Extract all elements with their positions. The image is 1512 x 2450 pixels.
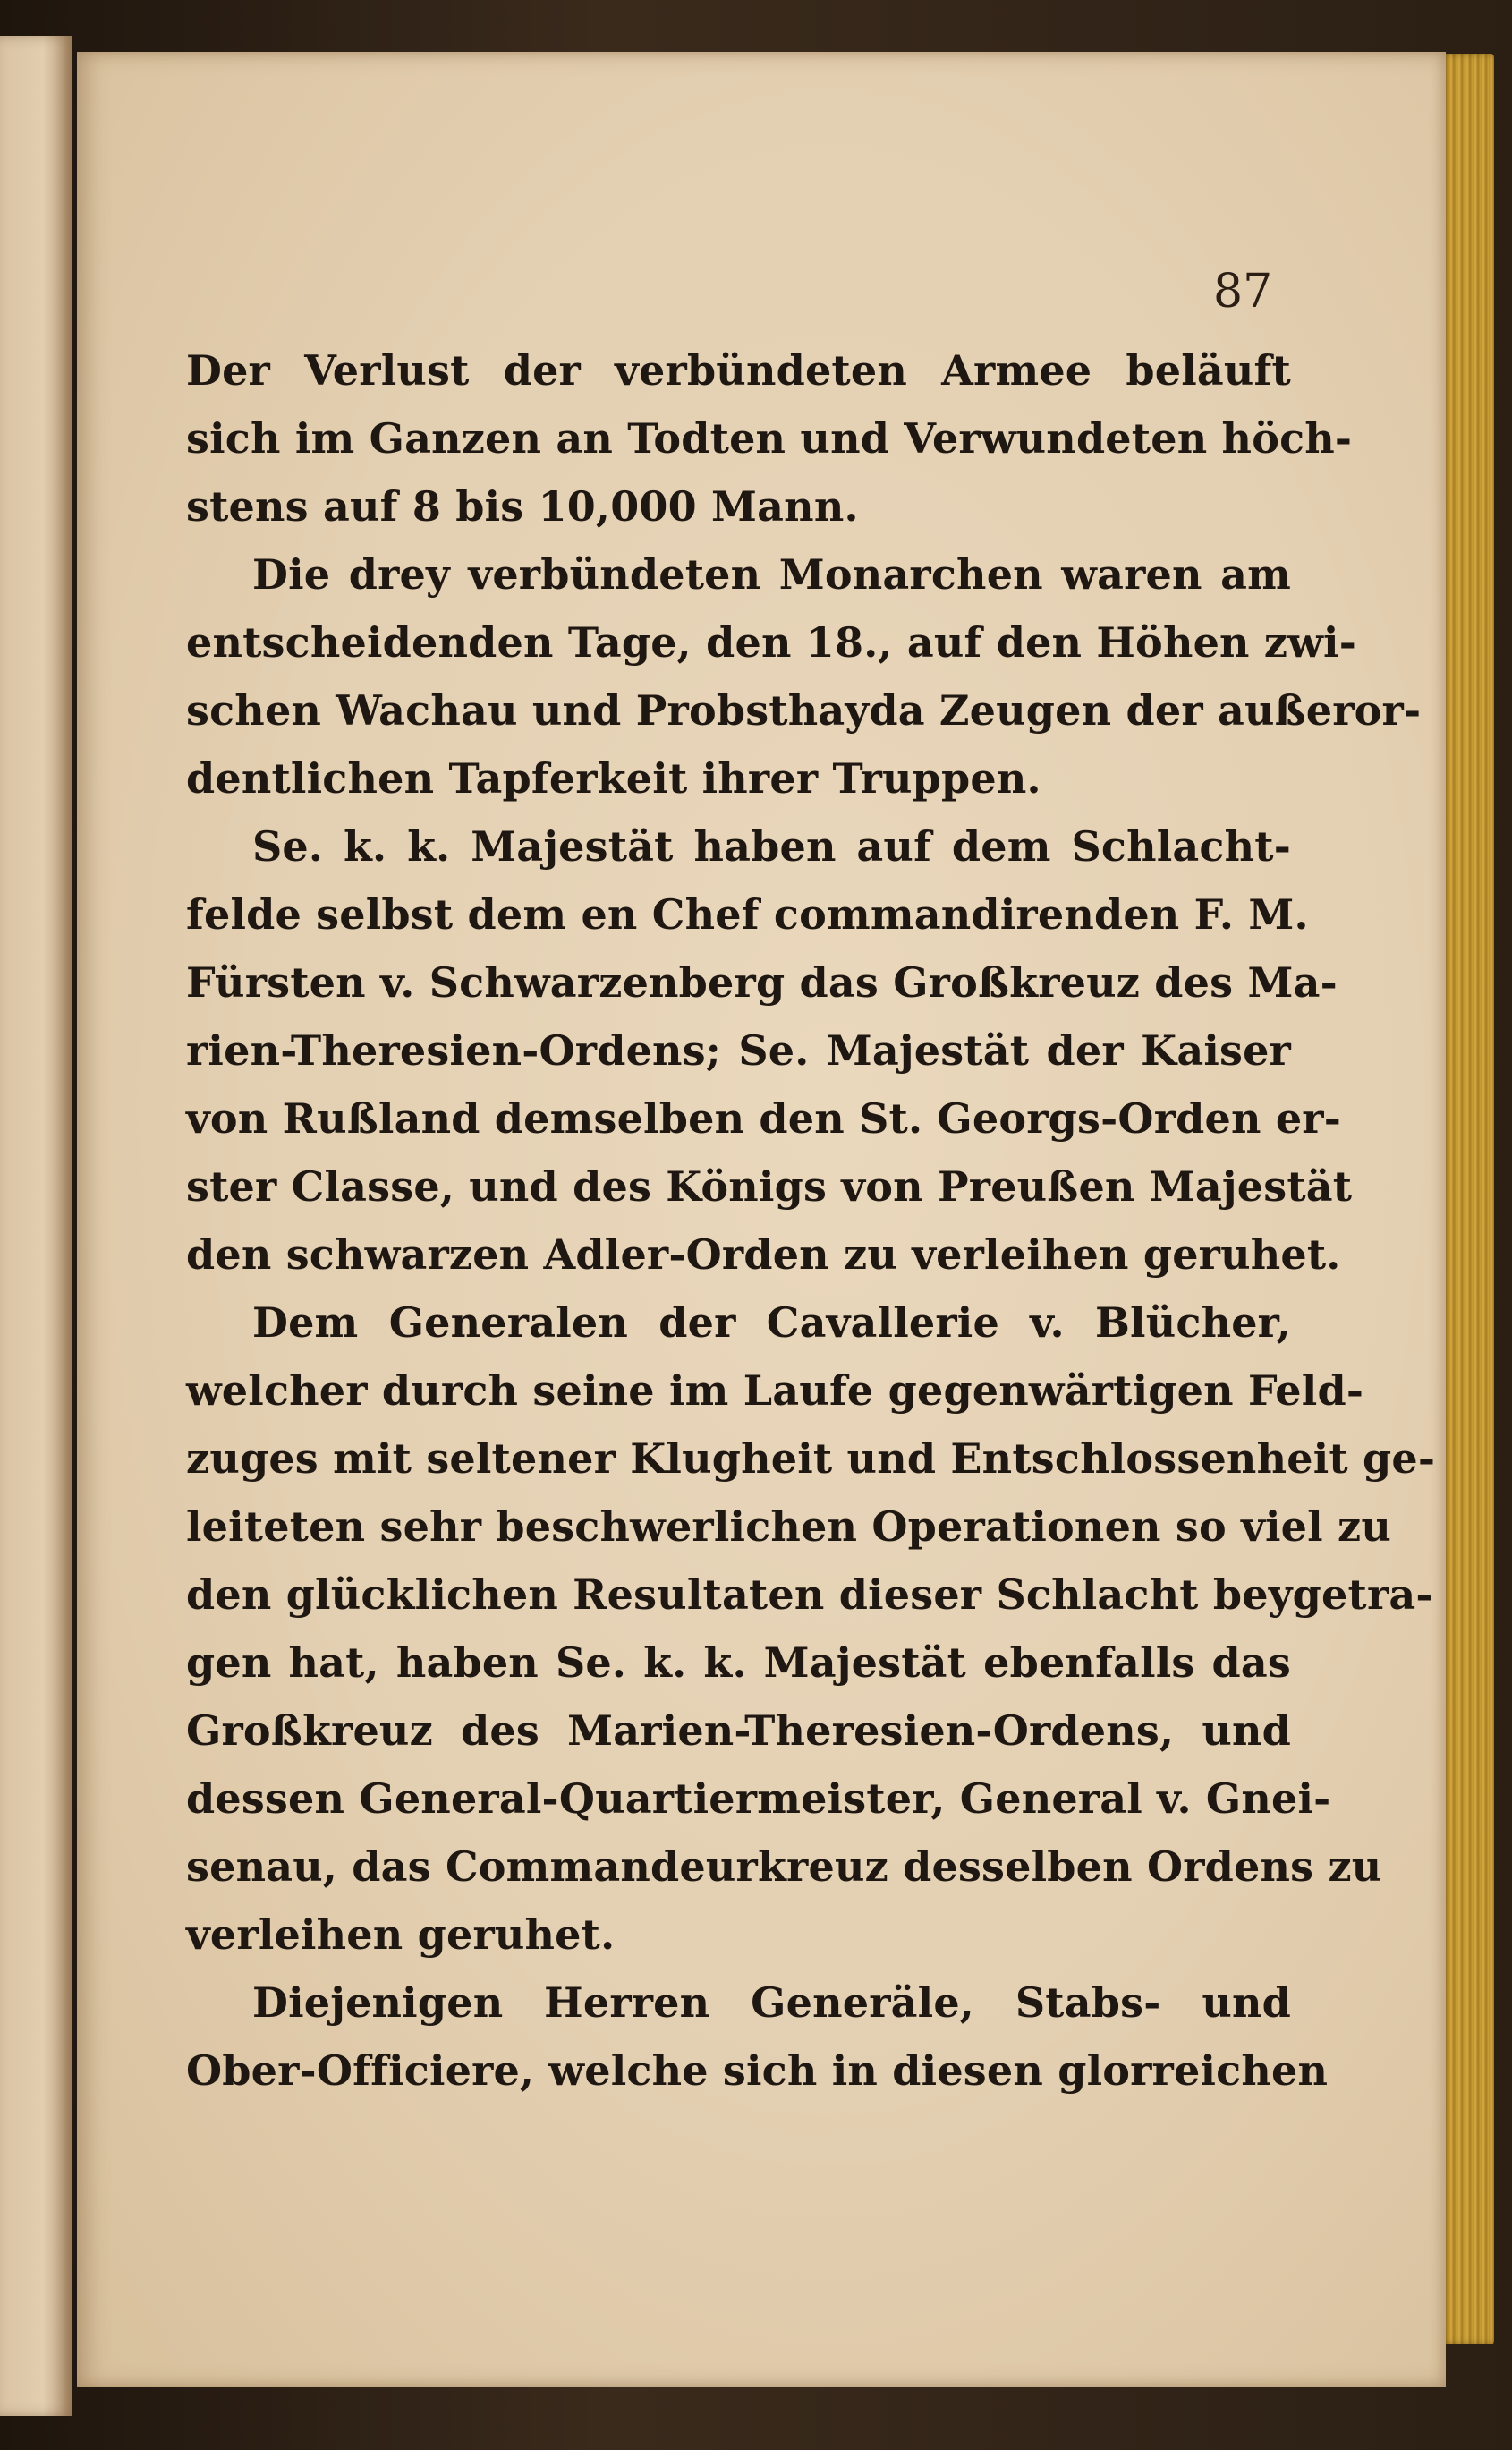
text-line: verleihen geruhet. [186, 1910, 616, 1959]
text-line: Fürsten v. Schwarzenberg das Großkreuz des Ma- [186, 958, 1338, 1007]
text-line: felde selbst dem en Chef commandirenden F. M. [186, 890, 1309, 939]
text-line: rien-Theresien-Ordens; Se. Majestät der Kaiser [186, 1026, 1291, 1075]
text-line: zuges mit seltener Klugheit und Entschlossenheit ge- [186, 1434, 1436, 1483]
text-line: dentlichen Tapferkeit ihrer Truppen. [186, 754, 1041, 803]
text-line: Diejenigen Herren Generäle, Stabs- und [252, 1978, 1291, 2027]
text-line: den schwarzen Adler-Orden zu verleihen geruhet. [186, 1230, 1341, 1279]
text-line: Ober-Officiere, welche sich in diesen glorreichen [186, 2046, 1329, 2095]
text-line: dessen General-Quartiermeister, General v. Gnei- [186, 1774, 1331, 1823]
text-line: gen hat, haben Se. k. k. Majestät ebenfalls das [186, 1638, 1291, 1687]
text-line: sich im Ganzen an Todten und Verwundeten höch- [186, 414, 1353, 463]
text-line: senau, das Commandeurkreuz desselben Ordens zu [186, 1842, 1382, 1891]
book-page [77, 52, 1446, 2387]
text-line: schen Wachau und Probsthayda Zeugen der außeror- [186, 686, 1422, 735]
text-line: Großkreuz des Marien-Theresien-Ordens, und [186, 1706, 1291, 1755]
page-number: 87 [1213, 265, 1273, 319]
text-line: leiteten sehr beschwerlichen Operationen so viel zu [186, 1502, 1392, 1551]
text-line: entscheidenden Tage, den 18., auf den Höhen zwi- [186, 618, 1356, 667]
text-line: Dem Generalen der Cavallerie v. Blücher, [252, 1298, 1291, 1347]
text-line: den glücklichen Resultaten dieser Schlacht beygetra- [186, 1570, 1433, 1619]
facing-page-edge [0, 36, 72, 2416]
gilt-page-edges [1440, 54, 1494, 2344]
text-line: Der Verlust der verbündeten Armee beläuft [186, 346, 1291, 395]
text-line: stens auf 8 bis 10,000 Mann. [186, 482, 859, 531]
text-line: Se. k. k. Majestät haben auf dem Schlacht- [252, 822, 1291, 871]
text-line: Die drey verbündeten Monarchen waren am [252, 550, 1291, 599]
text-line: welcher durch seine im Laufe gegenwärtigen Feld- [186, 1366, 1364, 1415]
text-line: von Rußland demselben den St. Georgs-Orden er- [186, 1094, 1342, 1143]
page-text [186, 336, 1436, 2105]
text-line: ster Classe, und des Königs von Preußen Majestät [186, 1162, 1353, 1211]
